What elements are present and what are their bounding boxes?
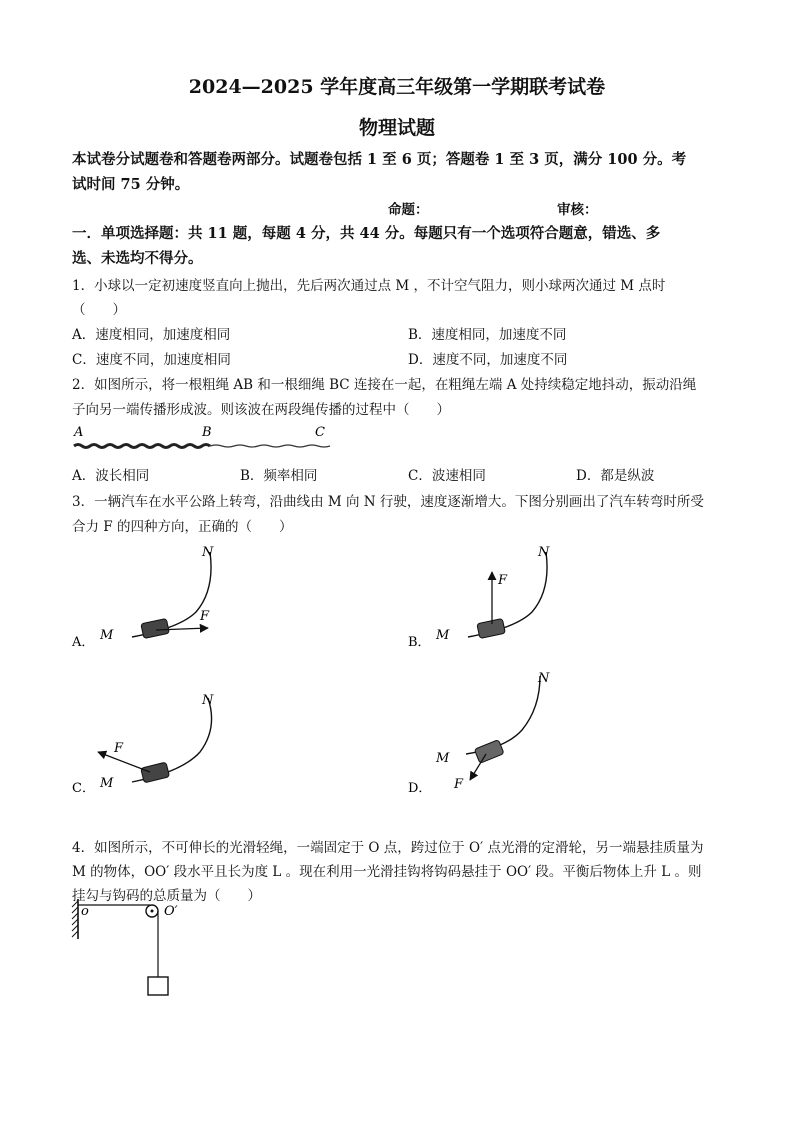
q3-stem-2: 合力 F 的四种方向，正确的（ ）	[72, 519, 293, 535]
intro-line-2: 试时间 75 分钟。	[72, 176, 190, 193]
q3-stem-1: 3．一辆汽车在水平公路上转弯，沿曲线由 M 向 N 行驶，速度逐渐增大。下图分别画出了汽车转弯时所受	[72, 494, 704, 510]
q2-option-d[interactable]: D．都是纵波	[576, 468, 655, 484]
q3-d-point-m: M	[436, 751, 450, 766]
q3-a-point-m: M	[100, 628, 114, 643]
q2-option-a[interactable]: A．波长相同	[72, 468, 150, 484]
q4-stem-1: 4．如图所示，不可伸长的光滑轻绳，一端固定于 O 点，跨过位于 O′ 点光滑的定滑轮，另一端悬挂质量为	[72, 840, 704, 856]
q3-d-point-n: N	[538, 671, 550, 686]
pulley-figure	[70, 895, 210, 1007]
q1-option-a[interactable]: A．速度相同，加速度相同	[72, 327, 231, 343]
thick-rope	[74, 445, 210, 448]
rope-figure	[72, 420, 334, 454]
author-label: 命题：	[388, 202, 429, 218]
section1-line-1: 一．单项选择题：共 11 题，每题 4 分，共 44 分。每题只有一个选项符合题意，错选、多	[72, 225, 661, 242]
subject-title: 物理试题	[358, 117, 435, 139]
q2-stem-1: 2．如图所示，将一根粗绳 AB 和一根细绳 BC 连接在一起，在粗绳左端 A 处持续稳定地抖动，振动沿绳	[72, 377, 697, 393]
q1-option-b[interactable]: B．速度相同，加速度不同	[408, 327, 567, 343]
reviewer-label: 审核：	[557, 202, 598, 218]
q1-stem-2: （ ）	[72, 302, 126, 318]
point-o-prime-label: O′	[164, 904, 178, 919]
q4-stem-3: 挂勾与钩码的总质量为（ ）	[72, 888, 261, 904]
q3-figure-b[interactable]	[406, 542, 606, 654]
q2-option-b[interactable]: B．频率相同	[240, 468, 318, 484]
rope-label-a: A	[74, 425, 84, 440]
q4-stem-2: M 的物体，OO′ 段水平且长为度 L 。现在利用一光滑挂钩将钩码悬挂于 OO′ 段。平衡后物体上升 L 。则	[72, 864, 702, 880]
q3-figure-a[interactable]	[70, 542, 270, 654]
rope-label-b: B	[202, 425, 212, 440]
q3-figure-d[interactable]	[406, 668, 606, 800]
q3-fig-a-label: A．	[72, 635, 95, 650]
section1-line-2: 选、未选均不得分。	[72, 250, 203, 267]
intro-line-1: 本试卷分试题卷和答题卷两部分。试题卷包括 1 至 6 页；答题卷 1 至 3 页，满分 100 分。考	[72, 151, 687, 168]
q3-b-point-n: N	[538, 545, 550, 560]
q3-figure-c[interactable]	[70, 690, 270, 802]
q3-c-force: F	[114, 741, 124, 756]
hanging-mass	[148, 977, 168, 995]
q2-stem-2: 子向另一端传播形成波。则该波在两段绳传播的过程中（ ）	[72, 402, 450, 418]
thin-rope	[210, 445, 330, 447]
q3-a-point-n: N	[202, 545, 214, 560]
q3-fig-d-label: D．	[408, 781, 432, 796]
q1-option-d[interactable]: D．速度不同，加速度不同	[408, 352, 568, 368]
q3-a-force: F	[200, 609, 210, 624]
q3-fig-b-label: B．	[408, 635, 431, 650]
q3-b-force: F	[498, 573, 508, 588]
q3-b-point-m: M	[436, 628, 450, 643]
q3-c-point-m: M	[100, 776, 114, 791]
q3-d-force: F	[454, 777, 464, 792]
q1-option-c[interactable]: C．速度不同，加速度相同	[72, 352, 231, 368]
point-o-label: o	[81, 904, 89, 919]
rope-label-c: C	[315, 425, 325, 440]
q2-option-c[interactable]: C．波速相同	[408, 468, 486, 484]
exam-title: 2024—2025 学年度高三年级第一学期联考试卷	[188, 76, 606, 98]
q3-fig-c-label: C．	[72, 781, 95, 796]
q1-stem-1: 1．小球以一定初速度竖直向上抛出，先后两次通过点 M ，不计空气阻力，则小球两次通过 M 点时	[72, 278, 666, 294]
q3-c-point-n: N	[202, 693, 214, 708]
